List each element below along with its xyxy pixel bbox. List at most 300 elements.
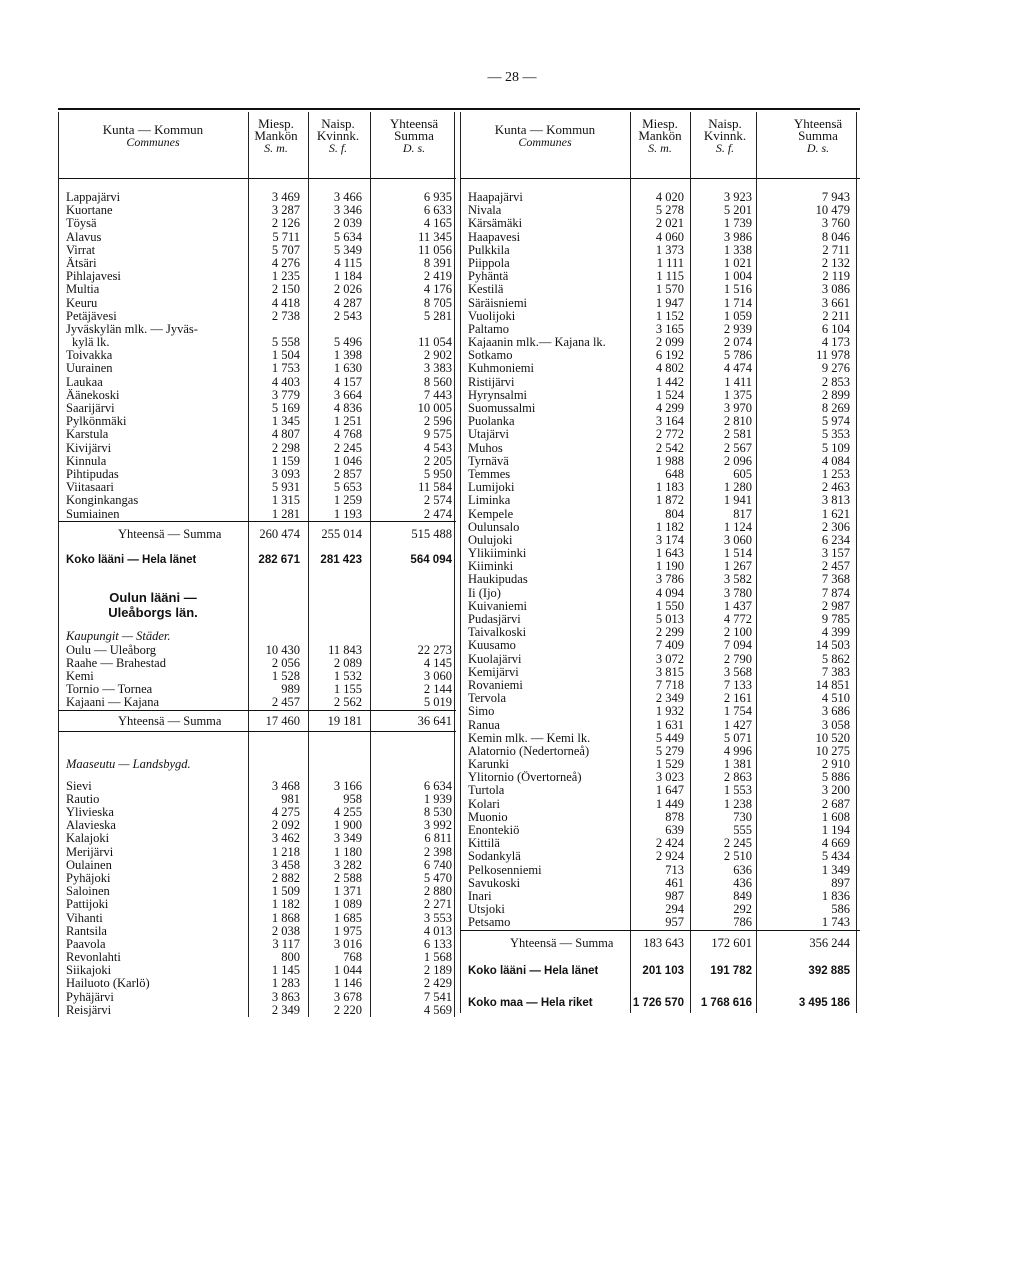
commune-name: Muhos — [468, 441, 503, 455]
commune-name: Oulujoki — [468, 533, 513, 547]
total-count: 8 269 — [821, 401, 850, 415]
commune-name: Alatornio (Nedertorneå) — [468, 744, 590, 758]
total-count: 4 084 — [821, 453, 850, 468]
commune-name: Enontekiö — [468, 824, 520, 837]
header-total: Yhteensä Summa D. s. — [793, 116, 843, 155]
total-count: 9 575 — [423, 427, 452, 442]
table-row — [58, 657, 456, 670]
table-row — [58, 468, 456, 481]
women-count: 4 157 — [333, 374, 362, 389]
men-count: 5 707 — [271, 242, 300, 257]
commune-name: Kiiminki — [468, 560, 514, 574]
commune-name: Pattijoki — [66, 898, 109, 912]
women-count: 3 664 — [333, 387, 362, 402]
women-count: 2 089 — [333, 655, 362, 670]
commune-name: Temmes — [468, 467, 511, 481]
commune-name: Kuortane — [66, 204, 113, 218]
total-count: 10 479 — [815, 203, 850, 218]
commune-name: Alavieska — [66, 819, 116, 833]
total-count: 2 880 — [423, 884, 452, 899]
total-count: 8 560 — [423, 374, 452, 389]
total-count: 586 — [831, 902, 850, 917]
commune-name: Kinnula — [66, 454, 107, 468]
women-count: 436 — [733, 875, 752, 890]
left-header — [58, 112, 456, 179]
commune-name: Kemijärvi — [468, 665, 519, 679]
total-count: 2 189 — [423, 963, 452, 978]
commune-name: Taivalkoski — [468, 626, 527, 640]
men-count: 5 278 — [655, 203, 684, 218]
women-count: 1 146 — [333, 976, 362, 991]
commune-name: Vuolijoki — [468, 309, 516, 323]
commune-name: Keuru — [66, 296, 98, 310]
table-row — [460, 719, 860, 732]
women-count: 1 381 — [723, 757, 752, 772]
men-count: 4 403 — [271, 374, 300, 389]
men-count: 3 072 — [655, 651, 684, 666]
header-kvinnk: Kvinnk. — [316, 128, 360, 143]
men-count: 4 802 — [655, 361, 684, 376]
women-count: 1 975 — [333, 923, 362, 938]
table-row — [460, 705, 860, 718]
commune-name: Saloinen — [66, 885, 110, 899]
total-count: 7 383 — [821, 664, 850, 679]
table-row — [460, 283, 860, 296]
total-count: 2 687 — [821, 796, 850, 811]
women-count: 3 986 — [723, 229, 752, 244]
commune-name: Utajärvi — [468, 428, 509, 442]
table-row — [58, 780, 456, 793]
table-row — [460, 798, 860, 811]
total-count: 3 686 — [821, 704, 850, 719]
total-count: 7 368 — [821, 572, 850, 587]
women-count: 2 100 — [723, 625, 752, 640]
total-count: 4 013 — [423, 923, 452, 938]
total-count: 6 633 — [423, 203, 452, 218]
women-count: 1 437 — [723, 598, 752, 613]
men-count: 1 145 — [271, 963, 300, 978]
table-row — [58, 793, 456, 806]
women-count: 2 810 — [723, 414, 752, 429]
women-count: 1 124 — [723, 519, 752, 534]
total-count: 10 520 — [815, 730, 850, 745]
men-count: 5 169 — [271, 401, 300, 415]
commune-name: Kemin mlk. — Kemi lk. — [468, 731, 591, 745]
commune-name: Kestilä — [468, 283, 504, 297]
table-row — [58, 310, 456, 323]
men-count: 1 115 — [656, 269, 684, 284]
women-count: 292 — [733, 902, 752, 917]
commune-name: Kuhmoniemi — [468, 362, 534, 376]
table-row — [58, 696, 456, 709]
men-count: 2 457 — [271, 695, 300, 710]
total-count: 11 978 — [816, 348, 850, 363]
women-count: 2 581 — [723, 427, 752, 442]
commune-name: Kajaani — Kajana — [66, 696, 160, 710]
total-count: 1 608 — [821, 809, 850, 824]
women-count: 1 685 — [333, 910, 362, 925]
men-count: 3 468 — [271, 778, 300, 793]
table-row — [460, 639, 860, 652]
women-count: 3 568 — [723, 664, 752, 679]
men-count: 4 275 — [271, 805, 300, 819]
table-row — [58, 898, 456, 911]
commune-name: Raahe — Brahestad — [66, 656, 166, 670]
men-count: 987 — [665, 888, 684, 903]
men-count: 1 631 — [655, 717, 684, 732]
commune-name: Merijärvi — [66, 845, 114, 859]
total-row: Koko lääni — Hela länet 282 671 281 423 564 094 — [66, 553, 452, 566]
commune-name: Rautio — [66, 792, 100, 806]
commune-name: Ylivieska — [66, 806, 114, 819]
total-count: 2 429 — [423, 976, 452, 991]
men-count: 5 013 — [655, 612, 684, 626]
men-count: 1 509 — [271, 884, 300, 899]
commune-name: Rantsila — [66, 924, 107, 938]
table-row — [58, 415, 456, 428]
men-count: 2 424 — [655, 836, 684, 851]
table-row: Jyväskylän mlk. — Jyväs- — [66, 322, 198, 336]
women-count: 1 532 — [333, 669, 362, 684]
women-count: 1 155 — [333, 682, 362, 697]
table-row — [460, 217, 860, 230]
total-count: 14 503 — [815, 638, 850, 653]
commune-name: Konginkangas — [66, 494, 139, 508]
total-count: 2 398 — [423, 844, 452, 859]
total-count: 3 553 — [423, 910, 452, 925]
header-commune: Kunta — Kommun Communes — [494, 122, 596, 149]
commune-name: Ristijärvi — [468, 375, 515, 389]
commune-name: Sotkamo — [468, 349, 513, 363]
commune-name: Revonlahti — [66, 951, 121, 965]
total-count: 5 281 — [423, 308, 452, 323]
page-number: — 28 — — [487, 70, 537, 85]
header-miesp: Miesp. — [258, 116, 294, 131]
total-count: 3 060 — [423, 669, 452, 684]
commune-name: Toivakka — [66, 349, 113, 363]
men-count: 2 150 — [271, 282, 300, 297]
men-count: 4 020 — [655, 190, 684, 204]
total-count: 5 434 — [821, 849, 850, 864]
table-row — [460, 732, 860, 745]
total-count: 4 669 — [821, 836, 850, 851]
men-count: 1 182 — [655, 519, 684, 534]
women-count: 2 543 — [333, 308, 362, 323]
commune-name: Sodankylä — [468, 850, 521, 864]
commune-name: Karstula — [66, 428, 109, 442]
men-count: 2 038 — [271, 923, 300, 938]
men-count: 1 529 — [655, 757, 684, 772]
total-count: 2 205 — [423, 453, 452, 468]
total-count: 6 104 — [821, 321, 850, 336]
total-count: 10 275 — [815, 743, 850, 758]
total-count: 3 760 — [821, 216, 850, 231]
men-count: 1 315 — [271, 493, 300, 508]
table-row — [58, 481, 456, 494]
men-count: 1 182 — [271, 897, 300, 912]
total-count: 2 711 — [822, 242, 850, 257]
commune-name: Kalajoki — [66, 832, 110, 846]
women-count: 4 287 — [333, 295, 362, 310]
table-row — [58, 231, 456, 244]
header-men: Miesp. Mankön S. m. — [638, 116, 682, 155]
table-row — [460, 244, 860, 257]
commune-name: Pylkönmäki — [66, 415, 127, 429]
men-count: 1 647 — [655, 783, 684, 798]
commune-name: Pelkosenniemi — [468, 863, 542, 877]
women-count: 4 474 — [723, 361, 752, 376]
men-count: 6 192 — [655, 348, 684, 363]
total-count: 5 950 — [423, 466, 452, 481]
table-row — [58, 494, 456, 507]
men-count: 1 281 — [271, 506, 300, 521]
total-count: 5 886 — [821, 770, 850, 785]
table-row — [58, 912, 456, 925]
total-count: 9 276 — [821, 361, 850, 376]
women-count: 1 004 — [723, 269, 752, 284]
total-count: 8 530 — [423, 805, 452, 819]
total-count: 6 935 — [423, 190, 452, 204]
women-count: 1 238 — [723, 796, 752, 811]
table-row — [58, 283, 456, 296]
commune-name: Petsamo — [468, 916, 511, 930]
commune-name: Alavus — [66, 230, 102, 244]
header-sm: S. m. — [264, 141, 288, 155]
table-row — [460, 666, 860, 679]
total-count: 4 173 — [821, 335, 850, 350]
women-count: 2 026 — [333, 282, 362, 297]
table-row — [58, 257, 456, 270]
women-count: 1 754 — [723, 704, 752, 719]
table-row — [58, 297, 456, 310]
total-count: 3 661 — [821, 295, 850, 310]
summary-row: Yhteensä — Summa 17 460 19 181 36 641 — [118, 713, 452, 728]
table-row — [58, 644, 456, 657]
women-count: 2 567 — [723, 440, 752, 455]
women-count: 5 201 — [723, 203, 752, 218]
commune-name: Kempele — [468, 507, 514, 521]
men-count: 2 349 — [271, 1002, 300, 1017]
commune-name: Liminka — [468, 494, 511, 508]
women-count: 3 970 — [723, 401, 752, 415]
total-count: 4 569 — [423, 1002, 452, 1017]
total-count: 5 109 — [821, 440, 850, 455]
commune-name: Lappajärvi — [66, 191, 121, 204]
men-count: 2 092 — [271, 818, 300, 833]
table-row — [58, 951, 456, 964]
commune-name: Lumijoki — [468, 481, 515, 495]
men-count: 5 931 — [271, 480, 300, 495]
table-row — [460, 587, 860, 600]
top-rule — [58, 108, 860, 110]
section-title: Oulun lääni — Uleåborgs län. — [108, 589, 198, 620]
women-count: 1 089 — [333, 897, 362, 912]
total-count: 9 785 — [821, 612, 850, 626]
total-count: 2 987 — [821, 598, 850, 613]
commune-name: Uurainen — [66, 362, 113, 376]
table-row — [460, 428, 860, 441]
women-count: 3 016 — [333, 936, 362, 951]
commune-name: Pyhäntä — [468, 270, 509, 284]
divider — [58, 731, 456, 756]
table-row — [58, 819, 456, 832]
women-count: 1 044 — [333, 963, 362, 978]
total-count: 7 874 — [821, 585, 850, 600]
men-count: 3 462 — [271, 831, 300, 846]
total-count: 3 992 — [423, 818, 452, 833]
commune-name: Siikajoki — [66, 964, 112, 978]
men-count: 1 643 — [655, 546, 684, 561]
header-women: Naisp. Kvinnk. S. f. — [703, 116, 747, 155]
commune-name: Kittilä — [468, 837, 500, 851]
men-count: 4 276 — [271, 255, 300, 270]
commune-name: Haapavesi — [468, 230, 521, 244]
women-count: 1 251 — [333, 414, 362, 429]
commune-name: Laukaa — [66, 375, 103, 389]
header-total — [374, 118, 454, 154]
women-count: 4 255 — [333, 805, 362, 819]
men-count: 1 152 — [655, 308, 684, 323]
total-count: 6 634 — [423, 778, 452, 793]
left-rows — [58, 179, 456, 1017]
header-men — [248, 118, 304, 154]
total-count: 5 353 — [821, 427, 850, 442]
men-count: 1 449 — [655, 796, 684, 811]
men-count: 2 021 — [655, 216, 684, 231]
men-count: 5 449 — [655, 730, 684, 745]
subsection-title: Kaupungit — Städer. — [66, 628, 171, 643]
commune-name: Tornio — Tornea — [66, 683, 153, 697]
men-count: 3 779 — [271, 387, 300, 402]
men-count: 800 — [281, 950, 300, 965]
total-count: 3 157 — [821, 546, 850, 561]
total-count: 2 474 — [423, 506, 452, 521]
commune-name: Hyrynsalmi — [468, 388, 528, 402]
total-count: 10 005 — [417, 401, 452, 415]
header-yht: Yhteensä — [389, 116, 439, 131]
total-count: 3 383 — [423, 361, 452, 376]
men-count: 2 099 — [655, 335, 684, 350]
men-count: 10 430 — [265, 642, 300, 657]
table-row: kylä lk. 5 558 5 496 11 054 — [72, 335, 452, 350]
commune-name: Utsjoki — [468, 903, 505, 917]
women-count: 4 115 — [334, 255, 362, 270]
commune-name: Pyhäjärvi — [66, 990, 114, 1004]
women-count: 2 096 — [723, 453, 752, 468]
women-count: 2 857 — [333, 466, 362, 481]
commune-name: Rovaniemi — [468, 678, 523, 692]
women-count: 2 863 — [723, 770, 752, 785]
men-count: 2 056 — [271, 655, 300, 670]
men-count: 2 542 — [655, 440, 684, 455]
women-count: 1 516 — [723, 282, 752, 297]
women-count: 1 375 — [723, 387, 752, 402]
women-count: 1 427 — [723, 717, 752, 732]
men-count: 648 — [665, 466, 684, 481]
total-count: 2 119 — [822, 269, 850, 284]
women-count: 1 021 — [723, 255, 752, 270]
total-count: 8 046 — [821, 229, 850, 244]
men-count: 1 872 — [655, 493, 684, 508]
total-count: 2 902 — [423, 348, 452, 363]
women-count: 4 996 — [723, 743, 752, 758]
men-count: 989 — [281, 682, 300, 697]
table-row — [58, 1004, 456, 1017]
total-count: 4 399 — [821, 625, 850, 640]
total-count: 4 510 — [821, 691, 850, 706]
table-row — [58, 270, 456, 283]
header-mankon: Mankön — [254, 128, 298, 143]
table-row — [58, 376, 456, 389]
women-count: 2 510 — [723, 849, 752, 864]
men-count: 1 753 — [271, 361, 300, 376]
total-count: 1 568 — [423, 950, 452, 965]
total-count: 2 132 — [821, 255, 850, 270]
total-count: 6 234 — [821, 532, 850, 547]
right-column — [460, 112, 860, 1013]
total-count: 3 058 — [821, 717, 850, 732]
men-count: 2 126 — [271, 216, 300, 231]
total-count: 7 541 — [423, 989, 452, 1004]
commune-name: Nivala — [468, 204, 502, 218]
total-count: 2 463 — [821, 480, 850, 495]
women-count: 1 371 — [333, 884, 362, 899]
men-count: 1 111 — [656, 255, 684, 270]
commune-name: Ylitornio (Övertorneå) — [468, 771, 582, 785]
commune-name: Puolanka — [468, 415, 515, 429]
commune-name: Kuusamo — [468, 639, 516, 653]
women-count: 1 280 — [723, 480, 752, 495]
table-row — [58, 806, 456, 819]
table-row — [460, 653, 860, 666]
men-count: 1 190 — [655, 559, 684, 574]
commune-name: Kärsämäki — [468, 217, 523, 231]
men-count: 2 349 — [655, 691, 684, 706]
commune-name: Viitasaari — [66, 481, 114, 495]
total-count: 1 253 — [821, 466, 850, 481]
table-row — [460, 877, 860, 890]
total-count: 3 200 — [821, 783, 850, 798]
summary-row: Yhteensä — Summa 260 474 255 014 515 488 — [118, 526, 452, 541]
commune-name: Kajaanin mlk.— Kajana lk. — [468, 336, 606, 350]
men-count: 1 988 — [655, 453, 684, 468]
commune-name: Hailuoto (Karlö) — [66, 977, 150, 991]
total-count: 6 740 — [423, 857, 452, 872]
women-count: 1 046 — [333, 453, 362, 468]
men-count: 981 — [281, 791, 300, 806]
total-count: 2 419 — [423, 269, 452, 284]
commune-name: Ii (Ijo) — [468, 586, 501, 600]
men-count: 1 183 — [655, 480, 684, 495]
table-row — [58, 925, 456, 938]
commune-name: Oulu — Uleåborg — [66, 643, 157, 657]
women-count: 1 630 — [333, 361, 362, 376]
commune-name: Ätsäri — [66, 256, 97, 270]
commune-name: Sumiainen — [66, 507, 120, 521]
commune-name: Sievi — [66, 779, 92, 793]
men-count: 7 718 — [655, 677, 684, 692]
women-count: 3 282 — [333, 857, 362, 872]
table-row — [58, 389, 456, 402]
table-row — [460, 811, 860, 824]
total-count: 2 306 — [821, 519, 850, 534]
total-count: 3 086 — [821, 282, 850, 297]
men-count: 461 — [665, 875, 684, 890]
men-count: 1 159 — [271, 453, 300, 468]
table-row — [460, 494, 860, 507]
table-row — [460, 231, 860, 244]
men-count: 4 299 — [655, 401, 684, 415]
